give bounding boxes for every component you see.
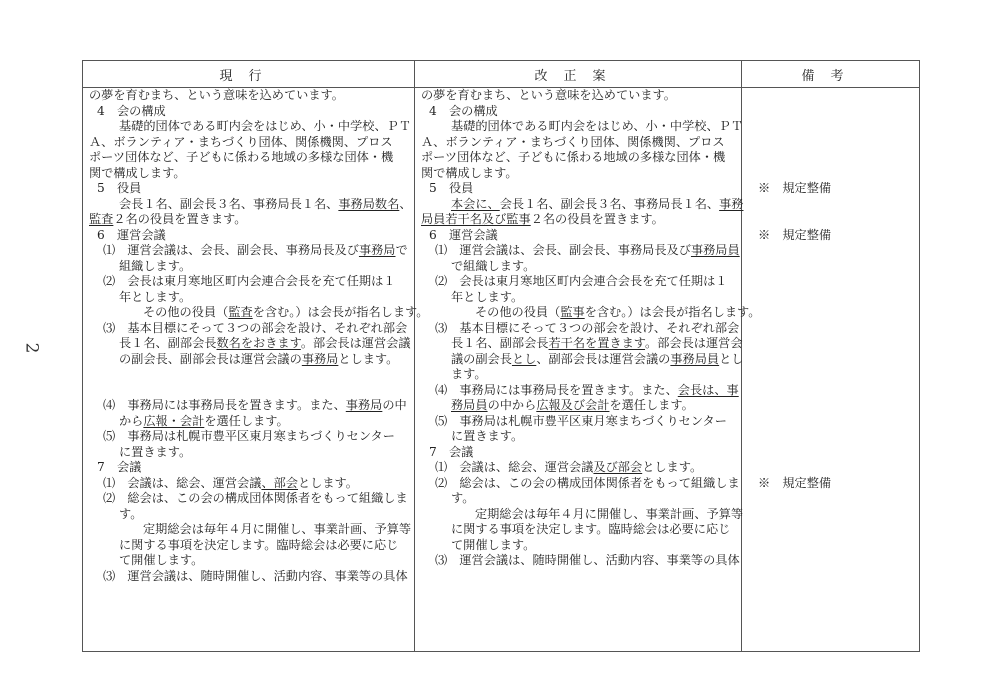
line-text: ⑵ 会長は東月寒地区町内会連合会長を充て任期は１ [435,274,728,288]
note-item: ※ 規定整備 [758,227,832,242]
current-line [89,197,410,213]
revised-line [421,212,737,228]
current-line [89,321,410,337]
line-text: 年とします。 [119,289,192,304]
amended-text: 監事 [560,305,585,319]
current-line [89,119,410,135]
line-text: 。部会長は運営会 [645,336,743,350]
note-spacer [748,414,915,430]
revised-line [421,290,737,306]
revised-line [421,460,737,476]
line-text: ポーツ団体など、子どもに係わる地域の多様な団体・機 [421,150,726,164]
line-text: 定期総会は毎年４月に開催し、事業計画、予算等 [143,522,412,536]
current-line [89,274,410,290]
amended-text: 事務局数名 [338,196,400,211]
line-text: ⑶ 基本目標にそって３つの部会を設け、それぞれ部会 [103,320,408,335]
note-item: ※ 規定整備 [758,181,832,195]
amended-text: 事務 [719,196,744,211]
amended-text: 広報・会計 [143,413,205,428]
revised-text [415,88,761,569]
line-text: を選任します。 [609,398,694,412]
note-spacer [748,104,915,120]
revised-line [421,259,737,275]
note-item: ※ 規定整備 [758,475,832,490]
line-text: その他の役員（ [475,305,561,319]
revised-line [421,383,737,399]
note-spacer [748,383,915,399]
line-text: ⑴ 運営会議は、会長、副会長、事務局長及び [103,243,359,257]
revised-line [421,538,737,554]
line-text: を含む。）は会長が指名します。 [584,305,761,319]
amended-text: 事務局員 [670,351,720,366]
revised-line [421,274,737,290]
line-text: 。部会長は運営会議 [300,336,411,350]
revised-line [421,119,744,135]
line-text: 5 役員 [429,181,474,195]
line-text: て開催します。 [119,553,204,567]
amended-text: 事務局 [301,351,339,366]
revised-line [421,305,761,321]
amended-text: 務局員 [451,398,488,412]
line-text: 議の副会長 [451,351,512,366]
line-text: ⑵ 総会は、この会の構成団体関係者をもって組織しま [103,491,408,505]
line-text: ⑵ 会長は東月寒地区町内会連合会長を充て任期は１ [103,274,396,288]
line-text: 6 運営会議 [97,227,166,242]
revised-line [421,135,737,151]
note-spacer [748,367,915,383]
note-spacer [748,290,915,306]
revised-line [421,351,744,368]
note-spacer [748,398,915,414]
line-text: 6 運営会議 [429,227,498,242]
line-text: に置きます。 [119,444,192,459]
note-spacer [748,445,915,461]
revised-line [421,367,737,383]
revised-line [421,88,737,104]
notes-cell [742,88,920,652]
line-text: ⑸ 事務局は札幌市豊平区東月寒まちづくりセンター [435,413,727,428]
current-text-cell [83,88,429,652]
current-line [89,445,410,461]
current-line [89,538,410,554]
note-spacer [748,429,915,445]
line-text: Ａ、ボランティア・まちづくり団体、関係機関、プロス [421,134,725,149]
note-spacer [748,119,915,135]
current-line [89,460,410,476]
line-text: ⑶ 運営会議は、随時開催し、活動内容、事業等の具体 [435,553,740,567]
note-spacer [748,274,915,290]
revised-line [421,491,737,507]
line-text: 関で構成します。 [421,165,518,180]
line-text: を選任します。 [204,413,289,428]
line-text: に置きます。 [451,429,524,443]
revised-line [421,181,737,197]
note-spacer [748,212,915,228]
line-text: ポーツ団体など、子どもに係わる地域の多様な団体・機 [89,150,394,164]
note-spacer [748,352,915,368]
current-line [89,259,410,275]
line-text: ⑶ 基本目標にそって３つの部会を設け、それぞれ部会 [435,320,740,335]
line-text: 、副部会長は運営会議の [536,351,671,366]
amended-text: 事務局 [358,243,396,257]
revised-line [421,553,740,569]
amended-text: 本会に、 [451,196,500,211]
revised-line [421,429,737,445]
header-current: 現行 [83,61,415,88]
revised-line [421,522,737,538]
line-text: とします。 [642,460,703,474]
line-text: の夢を育むまち、という意味を込めています。 [421,88,676,102]
line-text: 7 会議 [429,444,474,459]
revised-line [421,196,744,213]
amended-text: 局員若干名及び監事 [421,212,531,226]
revised-line [421,414,737,430]
current-line [89,383,410,399]
revised-line [421,320,740,337]
comparison-table [82,60,920,652]
note-spacer [748,243,915,259]
line-text: ⑸ 事務局は札幌市豊平区東月寒まちづくりセンター [103,429,395,443]
header-notes: 備考 [742,61,920,88]
note-spacer [748,553,915,569]
line-text: ⑴ 会議は、総会、運営会議 [103,475,262,490]
line-text: 基礎的団体である町内会をはじめ、小・中学校、ＰＴ [119,119,412,133]
line-text: 関で構成します。 [89,165,186,180]
line-text: 基礎的団体である町内会をはじめ、小・中学校、ＰＴ [451,119,744,133]
note-spacer [748,522,915,538]
line-text: の中 [382,398,407,412]
line-text: とし [719,351,744,366]
line-text: とします。 [338,351,399,366]
revised-line [421,445,737,461]
line-text: の中から [487,398,537,412]
line-text: に関する事項を決定します。臨時総会は必要に応じ [451,522,731,536]
note-spacer [748,259,915,275]
amended-text: 及び部会 [593,460,643,474]
line-text: 長１名、副部会長 [451,336,549,350]
line-text: ２名の役員を置きます。 [530,212,664,226]
line-text: で組織します。 [451,258,536,273]
current-text [83,88,429,584]
line-text: 定期総会は毎年４月に開催し、事業計画、予算等 [475,506,744,521]
current-line [89,352,410,368]
line-text: 4 会の構成 [97,103,166,118]
line-text: ます。 [451,367,487,381]
revised-line [421,228,737,244]
revised-line [421,506,744,523]
current-line [89,522,410,538]
line-text: の副会長、副部会長は運営会議の [119,351,302,366]
current-line [89,476,410,492]
page-number: 2 [21,342,42,354]
note-spacer [748,166,915,182]
note-spacer [748,197,915,213]
revised-line [421,104,737,120]
note-spacer [748,321,915,337]
revised-line [421,166,737,182]
note-spacer [748,336,915,352]
line-text: 年とします。 [451,289,524,304]
note-spacer [748,491,915,507]
amended-text: 監査 [89,212,114,226]
line-text: ⑷ 事務局には事務局長を置きます。また、 [435,382,678,397]
line-text: の夢を育むまち、という意味を込めています。 [89,88,344,102]
line-text: ⑵ 総会は、この会の構成団体関係者をもって組織しま [435,475,740,490]
current-line [89,553,410,569]
line-text: で [395,243,408,257]
current-line [89,290,410,306]
revised-line [421,150,737,166]
amended-text: 若干名を置きます [548,336,646,350]
current-line [89,243,410,259]
line-text: 長１名、副部会長 [119,336,217,350]
line-text: ⑴ 運営会議は、会長、副会長、事務局長及び [435,243,691,257]
current-line [89,429,410,445]
line-text: 組織します。 [119,258,192,273]
amended-text: 事務局員 [690,243,740,257]
line-text: て開催します。 [451,537,536,552]
current-line [89,181,410,197]
current-line [89,491,410,507]
line-text: とします。 [298,475,358,490]
line-text: ⑶ 運営会議は、随時開催し、活動内容、事業等の具体 [103,568,408,583]
current-line [89,414,410,430]
line-text: 、 [399,196,412,211]
line-text: ⑷ 事務局には事務局長を置きます。また、 [103,398,346,412]
amended-text: 監査 [228,305,253,319]
line-text: に関する事項を決定します。臨時総会は必要に応じ [119,537,399,552]
current-line [89,104,410,120]
note-spacer [748,538,915,554]
current-line [89,212,410,228]
line-text: ２名の役員を置きます。 [113,212,247,226]
current-line [89,135,410,151]
line-text: を含む。）は会長が指名します。 [252,305,429,319]
note-spacer [748,305,915,321]
line-text: Ａ、ボランティア・まちづくり団体、関係機関、プロス [89,134,393,149]
line-text: その他の役員（ [143,305,229,319]
amended-text: とし [511,351,537,366]
note-spacer [748,569,915,585]
amended-text: 広報及び会計 [536,398,610,412]
current-line [89,88,410,104]
revised-line [421,475,740,492]
current-line [89,150,410,166]
current-line [89,507,410,523]
current-line [89,336,410,352]
note-spacer [748,150,915,166]
current-line [89,166,410,182]
line-text: 7 会議 [97,460,142,474]
line-text: す。 [451,491,475,505]
amended-text: 数名をおきます [216,336,301,350]
current-line [89,398,410,414]
revised-line [421,336,743,352]
line-text: から [119,413,144,428]
note-spacer [748,88,915,104]
line-text: 5 役員 [97,181,142,195]
current-line [89,569,410,585]
note-spacer [748,460,915,476]
current-line [89,228,410,244]
amended-text: 、部会 [261,475,298,490]
current-line [89,305,429,321]
notes-text [742,88,919,584]
amended-text: 会長は、事 [677,382,739,397]
line-text: 4 会の構成 [429,103,498,118]
current-line [89,367,410,383]
line-text: ⑴ 会議は、総会、運営会議 [435,460,594,474]
note-spacer [748,135,915,151]
header-revised: 改正案 [415,61,742,88]
line-text: す。 [119,506,143,521]
revised-line [421,398,737,414]
note-spacer [748,507,915,523]
revised-text-cell [415,88,761,652]
amended-text: 事務局 [345,398,383,412]
line-text: 会長１名、副会長３名、事務局長１名、 [119,196,339,211]
revised-line [421,243,740,259]
line-text: 会長１名、副会長３名、事務局長１名、 [499,196,720,211]
